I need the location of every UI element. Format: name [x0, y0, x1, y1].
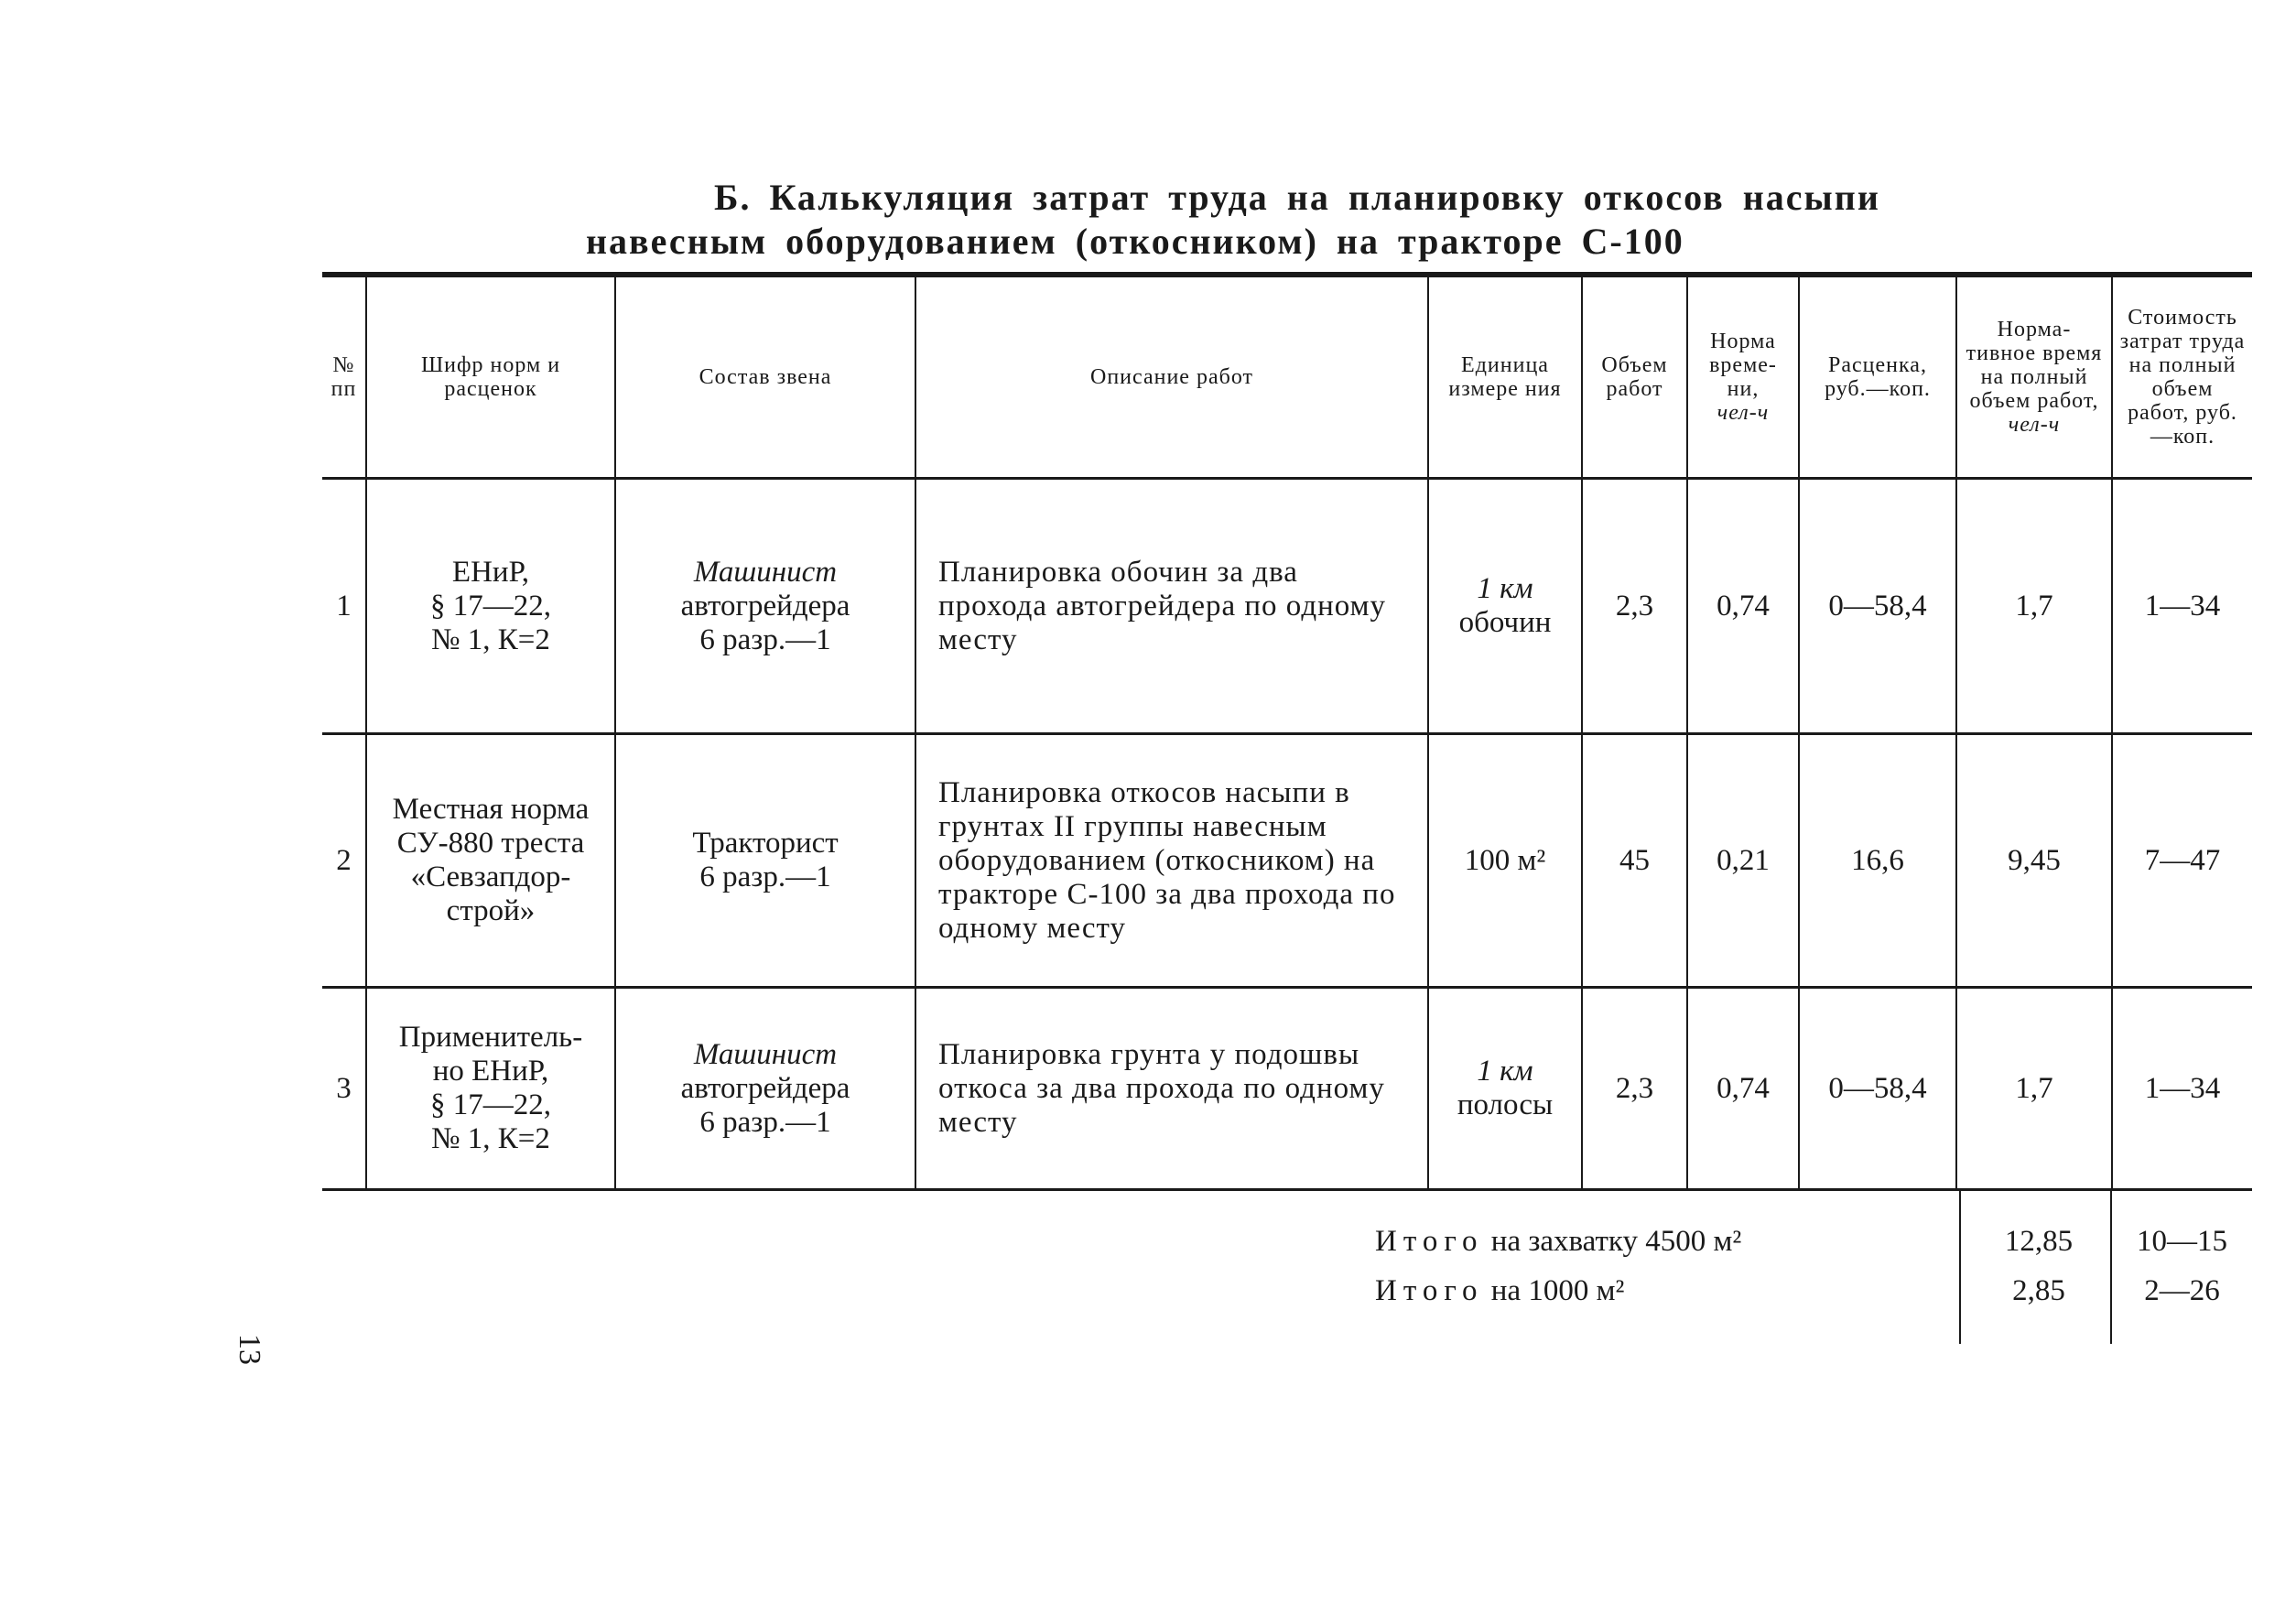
code-line: Применитель- [398, 1021, 583, 1054]
code-line: Местная норма [392, 793, 590, 826]
row-total-cost: 1—34 [2112, 988, 2252, 1190]
total-cost: 10—15 [2137, 1225, 2227, 1258]
row-num: 1 [322, 479, 366, 734]
header-norm [1687, 275, 1799, 479]
row-total-time: 1,7 [1956, 988, 2112, 1190]
row-unit [1428, 479, 1582, 734]
crew-line: Тракторист [692, 827, 839, 860]
row-total-time: 9,45 [1956, 734, 2112, 988]
row-crew [615, 479, 915, 734]
unit-line: полосы [1457, 1088, 1554, 1121]
totals-section [322, 1190, 2252, 1346]
header-description: Описание работ [915, 275, 1428, 479]
header-total-cost: Стоимость затрат труда на полный объем работ, руб.—коп. [2112, 275, 2252, 479]
row-crew [615, 988, 915, 1190]
header-total-time-unit: чел-ч [2008, 413, 2061, 437]
row-code [366, 479, 615, 734]
header-norm-unit: чел-ч [1717, 401, 1770, 425]
row-total-cost: 7—47 [2112, 734, 2252, 988]
row-volume: 2,3 [1582, 479, 1687, 734]
document-title [586, 176, 2032, 264]
total-row-per-1000 [322, 1267, 2252, 1315]
row-code [366, 734, 615, 988]
header-total-time-label: Норма-тивное время на полный объем работ, [1966, 318, 2103, 413]
header-unit: Единица измере ния [1428, 275, 1582, 479]
row-rate: 16,6 [1799, 734, 1956, 988]
total-label [1375, 1218, 1741, 1265]
crew-line: 6 разр.—1 [699, 622, 831, 656]
total-time: 12,85 [2004, 1225, 2074, 1258]
total-row-section [322, 1218, 2252, 1265]
row-code [366, 988, 615, 1190]
total-label-prefix: Итого [1375, 1225, 1484, 1258]
row-rate: 0—58,4 [1799, 988, 1956, 1190]
page-number: 13 [233, 1334, 266, 1365]
unit-line: обочин [1458, 606, 1552, 639]
header-crew: Состав звена [615, 275, 915, 479]
code-line: «Севзапдор- [410, 861, 571, 893]
row-rate: 0—58,4 [1799, 479, 1956, 734]
row-num: 3 [322, 988, 366, 1190]
code-line: § 17—22, [430, 589, 551, 622]
labor-cost-table [322, 272, 2252, 1191]
row-description: Планировка обочин за два прохода автогрейдера по одному месту [915, 479, 1428, 734]
row-volume: 2,3 [1582, 988, 1687, 1190]
header-num: № пп [322, 275, 366, 479]
unit-line: 100 м² [1464, 843, 1546, 877]
row-norm: 0,74 [1687, 988, 1799, 1190]
row-crew [615, 734, 915, 988]
row-total-cost: 1—34 [2112, 479, 2252, 734]
row-norm: 0,21 [1687, 734, 1799, 988]
unit-line: 1 км [1477, 1055, 1533, 1088]
code-line: § 17—22, [430, 1088, 551, 1121]
total-time: 2,85 [2012, 1274, 2065, 1307]
code-line: № 1, К=2 [431, 622, 550, 656]
header-rate: Расценка, руб.—коп. [1799, 275, 1956, 479]
row-description: Планировка откосов насыпи в грунтах II группы навесным оборудованием (откосником) на тракторе С-100 за два прохода по одному месту [915, 734, 1428, 988]
crew-line: автогрейдера [680, 589, 850, 622]
code-line: ЕНиР, [451, 555, 530, 589]
table-row [322, 479, 2252, 734]
table-row [322, 734, 2252, 988]
total-label-rest: на 1000 м² [1483, 1274, 1625, 1307]
code-line: но ЕНиР, [432, 1055, 549, 1088]
code-line: строй» [446, 894, 536, 927]
total-cost: 2—26 [2144, 1274, 2220, 1307]
table-row [322, 988, 2252, 1190]
row-norm: 0,74 [1687, 479, 1799, 734]
row-unit [1428, 734, 1582, 988]
unit-line: 1 км [1477, 572, 1533, 605]
row-total-time: 1,7 [1956, 479, 2112, 734]
code-line: СУ-880 треста [396, 827, 585, 860]
total-label [1375, 1267, 1624, 1315]
table-header-row [322, 275, 2252, 479]
total-label-prefix: Итого [1375, 1274, 1484, 1307]
header-norm-label: Норма време-ни, [1709, 330, 1777, 401]
row-description: Планировка грунта у подошвы откоса за два прохода по одному месту [915, 988, 1428, 1190]
header-code: Шифр норм и расценок [366, 275, 615, 479]
crew-line: 6 разр.—1 [699, 861, 831, 893]
title-line-1: Б. Калькуляция затрат труда на планировку откосов насыпи [714, 177, 1880, 218]
crew-line: 6 разр.—1 [699, 1105, 831, 1139]
row-unit [1428, 988, 1582, 1190]
crew-line: автогрейдера [680, 1071, 850, 1105]
header-total-time [1956, 275, 2112, 479]
row-num: 2 [322, 734, 366, 988]
crew-line: Машинист [693, 555, 838, 589]
header-volume: Объем работ [1582, 275, 1687, 479]
title-line-2: навесным оборудованием (откосником) на тракторе С-100 [586, 221, 1684, 262]
total-label-rest: на захватку 4500 м² [1483, 1225, 1742, 1258]
row-volume: 45 [1582, 734, 1687, 988]
code-line: № 1, К=2 [431, 1122, 550, 1155]
crew-line: Машинист [693, 1037, 838, 1071]
